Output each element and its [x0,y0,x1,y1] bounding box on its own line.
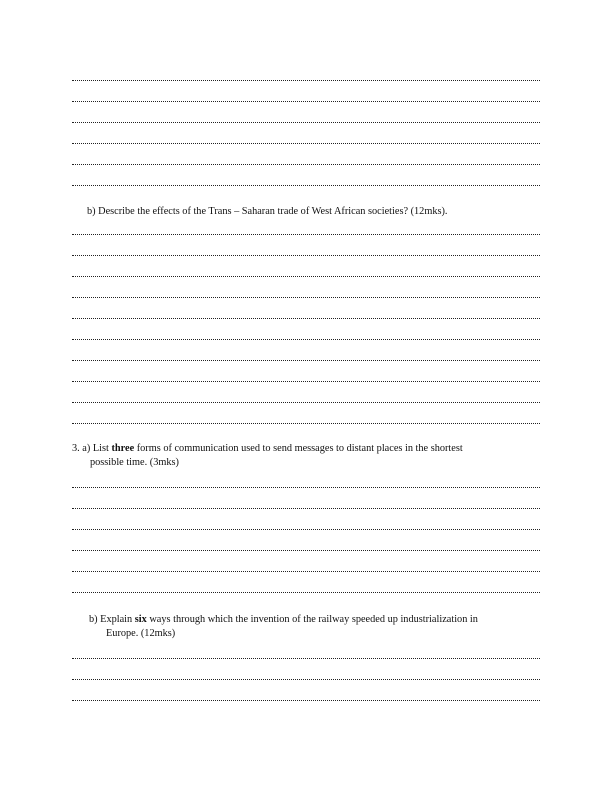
answer-line[interactable] [72,700,540,701]
answer-line[interactable] [72,339,540,340]
answer-line[interactable] [72,658,540,659]
answer-line[interactable] [72,592,540,593]
answer-line[interactable] [72,571,540,572]
answer-line[interactable] [72,423,540,424]
answer-line[interactable] [72,276,540,277]
question-2b: b) Describe the effects of the Trans – Saharan trade of West African societies? (12mks). [87,206,448,217]
answer-line[interactable] [72,80,540,81]
emphasis-three: three [111,443,135,454]
question-3a-line-2: possible time. (3mks) [90,457,179,468]
answer-line[interactable] [72,679,540,680]
answer-line[interactable] [72,255,540,256]
answer-line[interactable] [72,508,540,509]
answer-line[interactable] [72,550,540,551]
answer-line[interactable] [72,101,540,102]
question-3b-line-1: b) Explain six ways through which the invention of the railway speeded up industrialization in [89,614,478,625]
question-3a-line-1: 3. a) List three forms of communication used to send messages to distant places in the shortest [72,443,463,454]
answer-line[interactable] [72,185,540,186]
question-3b-line-2: Europe. (12mks) [106,628,176,639]
answer-line[interactable] [72,164,540,165]
answer-line[interactable] [72,122,540,123]
answer-line[interactable] [72,234,540,235]
answer-line[interactable] [72,318,540,319]
answer-line[interactable] [72,143,540,144]
answer-line[interactable] [72,381,540,382]
answer-line[interactable] [72,487,540,488]
answer-line[interactable] [72,297,540,298]
answer-line[interactable] [72,529,540,530]
answer-line[interactable] [72,402,540,403]
answer-line[interactable] [72,360,540,361]
emphasis-six: six [134,614,147,625]
